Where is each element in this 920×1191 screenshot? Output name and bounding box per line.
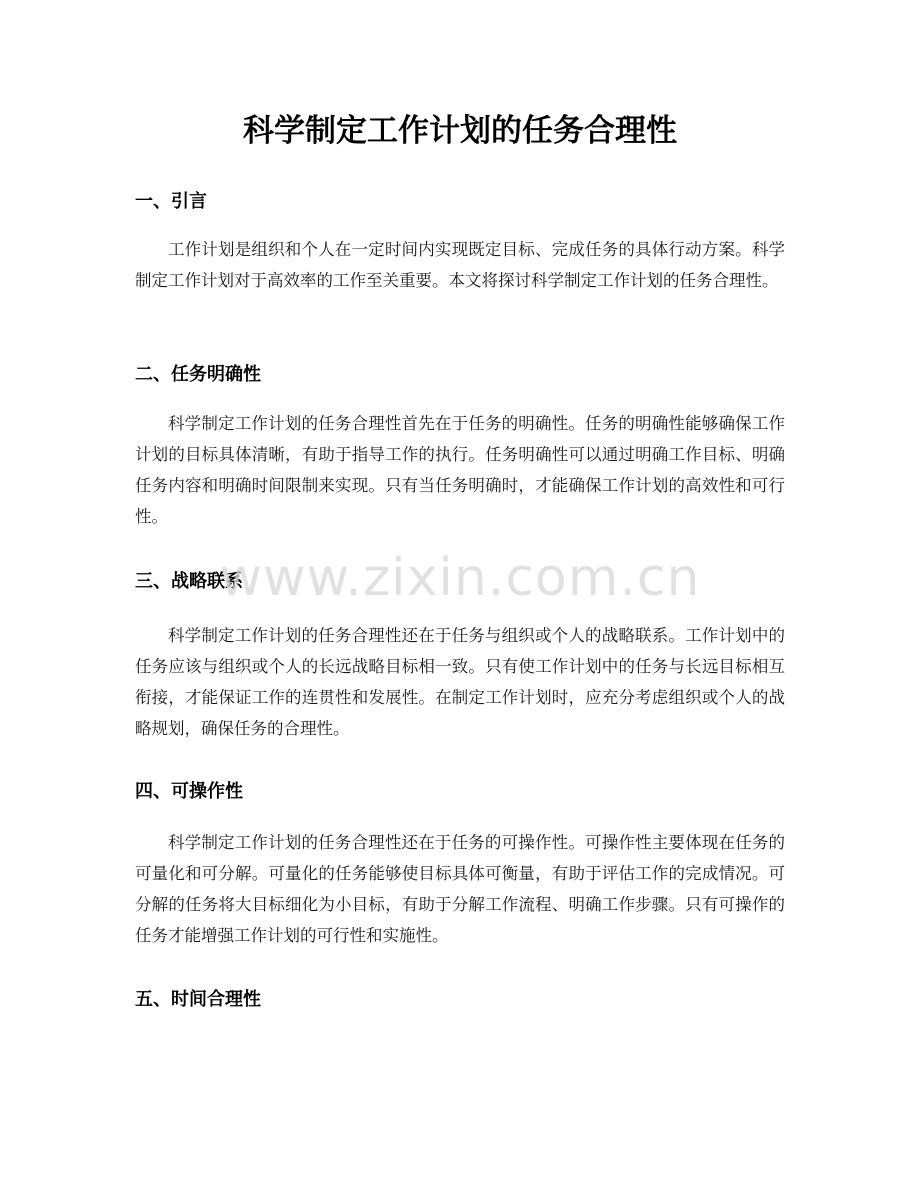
section-paragraph-strategy: 科学制定工作计划的任务合理性还在于任务与组织或个人的战略联系。工作计划中的任务应该与组织或个人的长远战略目标相一致。只有使工作计划中的任务与长远目标相互衔接，才能保证工作的连贯性和发展性。在制定工作计划时，应充分考虑组织或个人的战略规划，确保任务的合理性。 [135,626,785,738]
section-heading-clarity: 二、任务明确性 [135,364,261,385]
section-paragraph-clarity: 科学制定工作计划的任务合理性首先在于任务的明确性。任务的明确性能够确保工作计划的目标具体清晰，有助于指导工作的执行。任务明确性可以通过明确工作目标、明确任务内容和明确时间限制来实现。只有当任务明确时，才能确保工作计划的高效性和可行性。 [135,414,785,526]
document-title: 科学制定工作计划的任务合理性 [243,113,677,149]
section-paragraph-operability: 科学制定工作计划的任务合理性还在于任务的可操作性。可操作性主要体现在任务的可量化和可分解。可量化的任务能够使目标具体可衡量，有助于评估工作的完成情况。可分解的任务将大目标细化为小目标，有助于分解工作流程、明确工作步骤。只有可操作的任务才能增强工作计划的可行性和实施性。 [135,833,785,945]
section-paragraph-intro: 工作计划是组织和个人在一定时间内实现既定目标、完成任务的具体行动方案。科学制定工作计划对于高效率的工作至关重要。本文将探讨科学制定工作计划的任务合理性。 [135,240,785,290]
section-heading-strategy: 三、战略联系 [135,571,243,592]
site-watermark: www.zixin.com.cn [219,548,701,608]
section-heading-operability: 四、可操作性 [135,781,243,802]
section-heading-time: 五、时间合理性 [135,989,261,1010]
section-heading-intro: 一、引言 [135,191,207,212]
